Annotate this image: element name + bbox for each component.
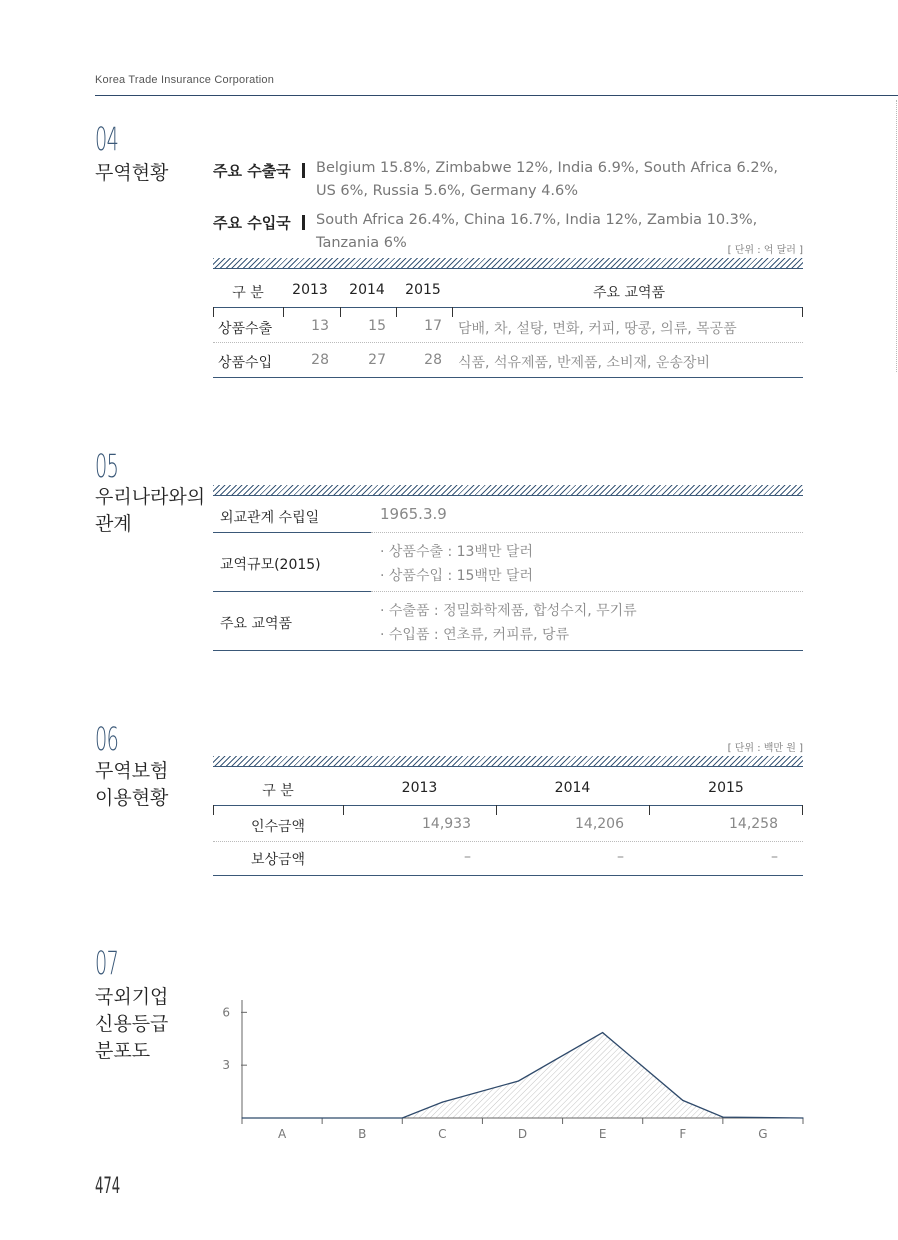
chart-data-point <box>402 1117 403 1118</box>
chart-x-tick-label: D <box>517 1127 528 1141</box>
ins-row-label: 보상금액 <box>250 852 306 868</box>
page-number: 474 <box>95 1174 121 1199</box>
exports-separator <box>302 163 305 178</box>
insurance-top-hatch <box>213 756 803 767</box>
trade-cell: 15 <box>368 318 386 334</box>
chart-x-tick-label: G <box>758 1127 768 1141</box>
trade-tick <box>340 307 341 317</box>
ins-row-divider <box>213 841 803 842</box>
chart-data-point <box>682 1100 683 1101</box>
ins-tick <box>343 805 344 815</box>
trade-tick <box>283 307 284 317</box>
trade-table-top-hatch <box>213 258 803 269</box>
section-05-title-line2: 관계 <box>95 513 132 535</box>
relations-value-line: · 상품수출 : 13백만 달러 <box>380 544 533 560</box>
trade-header-rule <box>213 307 803 308</box>
relations-label-trade-volume: 교역규모(2015) <box>220 557 321 573</box>
credit-rating-chart <box>200 980 820 1150</box>
chart-x-tick-label: C <box>438 1127 447 1141</box>
trade-row-divider <box>213 342 803 343</box>
ins-tick <box>213 805 214 815</box>
section-05-number: 05 <box>95 447 119 485</box>
relations-value-line: · 상품수입 : 15백만 달러 <box>380 568 533 584</box>
ins-tick <box>802 805 803 815</box>
ins-cell: 14,933 <box>422 816 471 832</box>
side-dotted-rule <box>896 100 897 372</box>
ins-tick <box>649 805 650 815</box>
trade-cell: 17 <box>424 318 442 334</box>
chart-data-point <box>722 1117 723 1118</box>
chart-data-point <box>802 1117 803 1118</box>
trade-goods-cell: 담배, 차, 설탕, 면화, 커피, 땅콩, 의류, 목공품 <box>458 321 737 337</box>
chart-x-tick-label: E <box>598 1127 607 1141</box>
chart-x-tick-label: B <box>358 1127 367 1141</box>
ins-cell: – <box>771 849 778 865</box>
ins-cell: – <box>617 849 624 865</box>
section-06-number: 06 <box>95 720 119 758</box>
chart-data-point <box>602 1032 603 1033</box>
section-04-number: 04 <box>95 120 119 158</box>
header-divider <box>95 95 898 96</box>
relations-value-line: · 수출품 : 정밀화학제품, 합성수지, 무기류 <box>380 603 637 619</box>
section-06-title-line2: 이용현황 <box>95 787 169 809</box>
relations-value-rule <box>371 532 803 533</box>
section-04-title: 무역현황 <box>95 162 169 184</box>
chart-y-tick-label: 6 <box>222 1005 230 1020</box>
relations-label-rule <box>213 532 371 533</box>
trade-tick <box>452 307 453 317</box>
ins-row-label: 인수금액 <box>250 819 306 835</box>
trade-tick <box>802 307 803 317</box>
section-07-title-line1: 국외기업 <box>95 986 169 1008</box>
trade-cell: 28 <box>311 352 329 368</box>
chart-y-tick-label: 3 <box>222 1058 230 1073</box>
ins-tick <box>496 805 497 815</box>
relations-label-established: 외교관계 수립일 <box>220 510 320 526</box>
relations-value-line: · 수입품 : 연초류, 커피류, 당류 <box>380 627 570 643</box>
trade-col-header-goods: 주요 교역품 <box>592 285 666 301</box>
ins-header-rule <box>213 805 803 806</box>
ins-col-header-category: 구 분 <box>262 783 294 799</box>
trade-tick <box>213 307 214 317</box>
trade-cell: 28 <box>424 352 442 368</box>
trade-col-header-2014: 2014 <box>349 282 385 298</box>
ins-bottom-rule <box>213 875 803 876</box>
section-07-title-line3: 분포도 <box>95 1040 151 1062</box>
trade-row-label: 상품수입 <box>218 355 273 371</box>
relations-label-goods: 주요 교역품 <box>220 616 293 632</box>
relations-value-rule <box>371 591 803 592</box>
trade-tick <box>396 307 397 317</box>
ins-cell: – <box>464 849 471 865</box>
ins-cell: 14,206 <box>575 816 624 832</box>
chart-area-fill <box>242 1033 803 1118</box>
section-05-title-line1: 우리나라와의 <box>95 486 206 508</box>
chart-data-point <box>442 1102 443 1103</box>
trade-cell: 13 <box>311 318 329 334</box>
ins-col-header-2014: 2014 <box>554 780 591 796</box>
relations-label-rule <box>213 591 371 592</box>
chart-x-tick-label: A <box>277 1127 287 1141</box>
ins-col-header-2015: 2015 <box>708 780 744 796</box>
s04-unit-note: [ 단위 : 억 달러 ] <box>727 245 803 256</box>
section-06-title-line1: 무역보험 <box>95 760 169 782</box>
imports-separator <box>302 215 305 230</box>
s06-unit-note: [ 단위 : 백만 원 ] <box>727 743 803 754</box>
relations-top-hatch <box>213 485 803 496</box>
imports-value: South Africa 26.4%, China 16.7%, India 12%, Zambia 10.3%, Tanzania 6% <box>316 212 758 251</box>
section-07-title-line2: 신용등급 <box>95 1013 169 1035</box>
header-org-name: Korea Trade Insurance Corporation <box>95 74 275 86</box>
chart-x-tick-label: F <box>679 1127 687 1141</box>
trade-col-header-category: 구 분 <box>232 285 264 301</box>
trade-col-header-2015: 2015 <box>405 282 441 298</box>
trade-col-header-2013: 2013 <box>292 282 328 298</box>
trade-cell: 27 <box>368 352 386 368</box>
ins-cell: 14,258 <box>729 816 778 832</box>
trade-goods-cell: 식품, 석유제품, 반제품, 소비재, 운송장비 <box>458 355 710 371</box>
section-07-number: 07 <box>95 944 119 982</box>
chart-data-point <box>518 1080 519 1081</box>
exports-value: Belgium 15.8%, Zimbabwe 12%, India 6.9%, South Africa 6.2%, US 6%, Russia 5.6%, Germany 4.6% <box>316 160 778 199</box>
trade-table-bottom-rule <box>213 377 803 378</box>
relations-bottom-rule <box>213 650 803 651</box>
imports-label: 주요 수입국 <box>213 214 291 232</box>
exports-label: 주요 수출국 <box>213 162 291 180</box>
relations-value-established: 1965.3.9 <box>380 505 447 523</box>
ins-col-header-2013: 2013 <box>401 780 438 796</box>
trade-row-label: 상품수출 <box>218 321 273 337</box>
chart-data-point <box>241 1117 242 1118</box>
